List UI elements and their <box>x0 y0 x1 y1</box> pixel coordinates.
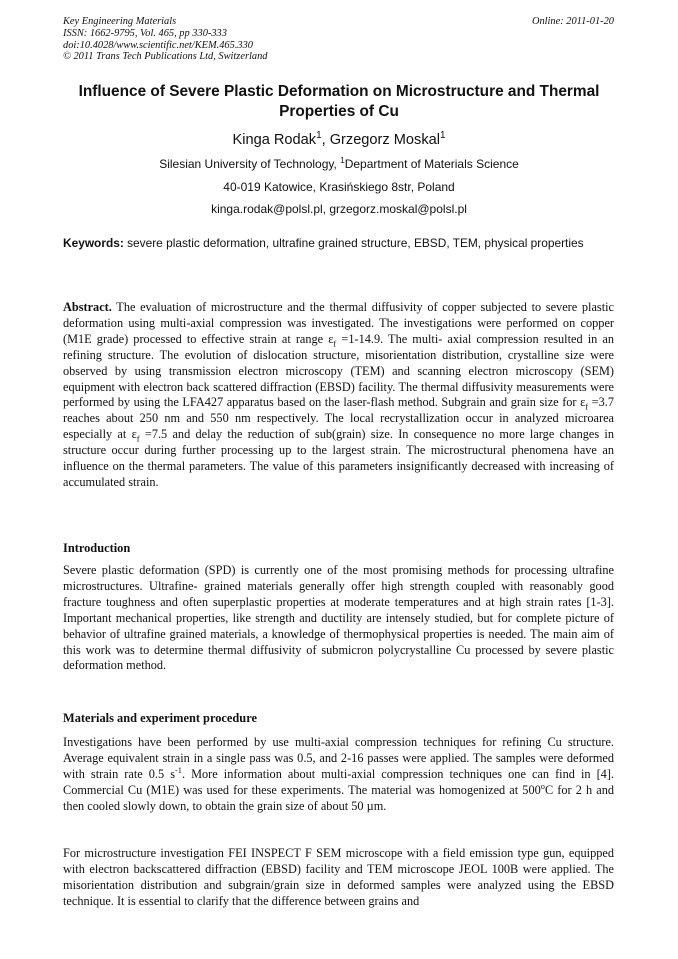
abstract-text: =3.7 reaches about 250 nm and 550 nm respectively. The local recrystallization occur in analyzed microarea especially at ε <box>63 395 614 442</box>
copyright-line: © 2011 Trans Tech Publications Ltd, Switzerland <box>63 51 268 63</box>
journal-name: Key Engineering Materials <box>63 16 177 27</box>
abstract-text: The evaluation of microstructure and the thermal diffusivity of copper subjected to severe plastic deformation using multi-axial compression was investigated. The investigations were performed on copper (M1E grade) processed to effective strain at range ε <box>63 300 614 346</box>
affiliation-marker: 1 <box>316 130 322 142</box>
author-separator: , <box>321 132 330 148</box>
email-line: kinga.rodak@polsl.pl, grzegorz.moskal@polsl.pl <box>211 202 467 216</box>
author-name: Kinga Rodak <box>232 132 317 148</box>
strain-subscript: f <box>136 433 140 444</box>
keywords-block <box>63 236 614 251</box>
journal-header <box>63 16 267 63</box>
materials-paragraph <box>63 735 614 815</box>
issn-line: ISSN: 1662-9795, Vol. 465, pp 330-333 <box>63 27 227 39</box>
department-name: Department of Materials Science <box>344 157 519 171</box>
materials-text: . More information about multi-axial compression techniques one can find in [4]. Commercial Cu (M1E) was used for these experiments. The material was homogenized at 500 <box>63 766 614 797</box>
strain-subscript: f <box>585 401 589 412</box>
abstract-paragraph <box>63 300 614 491</box>
microstructure-paragraph: For microstructure investigation FEI INSPECT F SEM microscope with a field emission type gun, equipped with electron backscattered diffraction (EBSD) facility and TEM microscope JEOL 100B were applied. The misorientation distribution and subgrain/grain size in deformed samples were analyzed using the EBSD technique. It is essential to clarify that the difference between grains and <box>63 846 614 908</box>
author-list <box>60 131 618 149</box>
unit-superscript: -1 <box>175 765 182 775</box>
online-date: Online: 2011-01-20 <box>531 16 614 27</box>
strain-subscript: f <box>333 338 337 349</box>
doi-line: doi:10.4028/www.scientific.net/KEM.465.330 <box>63 39 253 51</box>
paper-title: Influence of Severe Plastic Deformation on Microstructure and Thermal Properties of Cu <box>78 83 600 120</box>
affiliation-marker: 1 <box>340 156 345 165</box>
keywords-label: Keywords: <box>63 236 124 250</box>
abstract-label: Abstract. <box>63 300 112 314</box>
keywords-text: severe plastic deformation, ultrafine grained structure, EBSD, TEM, physical properties <box>123 236 584 250</box>
degree-superscript: o <box>540 781 545 791</box>
university-name: Silesian University of Technology, <box>159 157 341 171</box>
introduction-paragraph: Severe plastic deformation (SPD) is currently one of the most promising methods for processing ultrafine microstructures. Ultrafine- grained materials generally offer high strength coupled with reasonably good fracture toughness and often superplastic properties at moderate temperatures and at high strain rates [1-3]. Important mechanical properties, like strength and ductility are intensely studied, but for complete picture of behavior of ultrafine grained materials, a knowledge of thermophysical properties is needed. The main aim of this work was to determine thermal diffusivity of submicron polycrystalline Cu processed by severe plastic deformation method. <box>63 563 614 673</box>
introduction-heading: Introduction <box>63 541 131 555</box>
affiliation-line <box>60 157 618 171</box>
abstract-text: =7.5 and delay the reduction of sub(grain) size. In consequence no more large changes in structure occur during further processing up to the largest strain. The microstructural phenomena have an influence on the thermal parameters. The value of this parameters insignificantly decreased with increasing of accumulated strain. <box>63 427 614 489</box>
materials-heading: Materials and experiment procedure <box>63 711 257 725</box>
address-line: 40-019 Katowice, Krasińskiego 8str, Poland <box>223 180 455 194</box>
author-name: Grzegorz Moskal <box>329 132 440 148</box>
abstract-text: =1-14.9. The multi- axial compression resulted in an refining structure. The evolution of dislocation structure, misorientation distribution, crystalline size were observed by using transmission electron microscopy (TEM) and scanning electron microscopy (SEM) equipment with electron back scattered diffraction (EBSD) facility. The thermal diffusivity measurements were performed by using the LFA427 apparatus based on the laser-flash method. Subgrain and grain size for ε <box>63 331 614 410</box>
affiliation-marker: 1 <box>439 130 446 142</box>
materials-text: C for 2 h and then cooled slowly down, to obtain the grain size of about 50 µm. <box>63 782 614 813</box>
materials-text: Investigations have been performed by use multi-axial compression techniques for refining Cu structure. Average equivalent strain in a single pass was 0.5, and 2-16 passes were applied. The samples were deformed with strain rate 0.5 s <box>63 735 614 781</box>
